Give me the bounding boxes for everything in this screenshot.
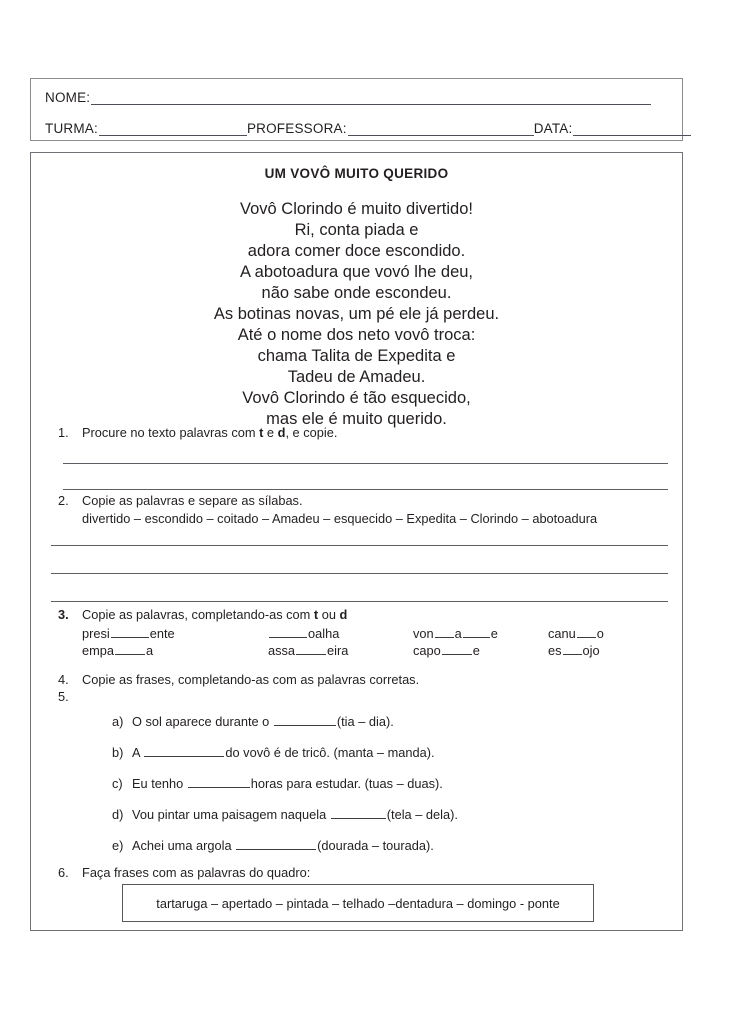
- exercise-2: [31, 493, 682, 527]
- turma-professora-data-row: [31, 116, 696, 136]
- exercise-1-answer-line[interactable]: [63, 463, 668, 464]
- section-divider: [51, 601, 668, 602]
- sentence-item-d: [31, 807, 682, 823]
- nome-row: [31, 85, 696, 105]
- sentence-c-text: Eu tenho horas para estudar. (tuas – duas).: [132, 776, 443, 791]
- professora-label: PROFESSORA:: [246, 121, 347, 136]
- exercise-2-answer-line[interactable]: [51, 573, 668, 574]
- item-letter-c: c): [112, 776, 123, 791]
- item-letter-b: b): [112, 745, 124, 760]
- poem-line: adora comer doce escondido.: [247, 242, 466, 260]
- fill-blank[interactable]: [188, 776, 250, 788]
- fill-blank[interactable]: [435, 626, 454, 638]
- q3-part-b: ou: [318, 607, 340, 622]
- poem-line: Ri, conta piada e: [294, 221, 419, 239]
- exercise-6-prompt: [31, 865, 682, 881]
- exercise-1-text: [82, 425, 682, 441]
- sentence-item-b: [31, 745, 682, 761]
- q1-part-b: e: [263, 425, 278, 440]
- exercise-4-prompt: [31, 672, 682, 688]
- word-estojo[interactable]: es ojo: [548, 643, 600, 658]
- fill-blank[interactable]: [236, 838, 316, 850]
- exercise-3-number: 3.: [58, 607, 69, 622]
- data-label: DATA:: [533, 121, 573, 136]
- exercise-4-number: 4.: [58, 672, 69, 687]
- fill-blank[interactable]: [577, 626, 596, 638]
- poem-line: Vovô Clorindo é muito divertido!: [240, 200, 473, 218]
- item-letter-d: d): [112, 807, 124, 822]
- q3-bold-d: d: [339, 607, 348, 622]
- fill-blank[interactable]: [442, 643, 472, 655]
- poem-line: Até o nome dos neto vovô troca:: [237, 326, 476, 344]
- nome-label: NOME:: [45, 90, 91, 105]
- fill-blank[interactable]: [144, 745, 224, 757]
- fill-blank[interactable]: [274, 714, 336, 726]
- exercise-2-answer-line[interactable]: [51, 545, 668, 546]
- q3-part-a: Copie as palavras, completando-as com: [82, 607, 314, 622]
- exercise-1-prompt: [31, 425, 682, 441]
- worksheet-body-box: [30, 152, 683, 931]
- exercise-2-prompt: [31, 493, 682, 509]
- exercise-3-prompt: [31, 607, 682, 623]
- q1-bold-t: t: [259, 425, 264, 440]
- exercise-3: [31, 607, 682, 623]
- word-canudo[interactable]: canu o: [548, 626, 604, 641]
- poem-line: Tadeu de Amadeu.: [287, 368, 426, 386]
- sentence-item-e: [31, 838, 682, 854]
- word-grid-row: [82, 625, 642, 642]
- sentence-e-text: Achei uma argola (dourada – tourada).: [132, 838, 434, 853]
- poem-line: não sabe onde escondeu.: [261, 284, 452, 302]
- exercise-1: [31, 425, 682, 441]
- exercise-4: [31, 672, 682, 688]
- fill-blank[interactable]: [269, 626, 307, 638]
- turma-input-line[interactable]: [99, 122, 247, 136]
- nome-input-line[interactable]: [91, 91, 651, 105]
- sentence-d-text: Vou pintar uma paisagem naquela (tela – dela).: [132, 807, 458, 822]
- exercise-6-number: 6.: [58, 865, 69, 880]
- fill-blank[interactable]: [115, 643, 145, 655]
- exercise-2-word-list: divertido – escondido – coitado – Amadeu – esquecido – Expedita – Clorindo – abotoadura: [82, 511, 598, 526]
- poem-line: A abotoadura que vovó lhe deu,: [239, 263, 474, 281]
- sentence-item-a: [31, 714, 682, 730]
- q1-bold-d: d: [277, 425, 286, 440]
- exercise-5-number: 5.: [58, 689, 69, 704]
- turma-label: TURMA:: [45, 121, 98, 136]
- exercise-2-text: Copie as palavras e separe as sílabas.: [82, 493, 303, 508]
- word-bank-box: [122, 884, 594, 922]
- sentence-b-text: A do vovô é de tricô. (manta – manda).: [132, 745, 435, 760]
- poem-block: [31, 166, 682, 430]
- word-empada[interactable]: empa a: [82, 643, 154, 658]
- word-presidente[interactable]: presi ente: [82, 626, 175, 641]
- exercise-6-text: Faça frases com as palavras do quadro:: [82, 865, 311, 880]
- fill-blank[interactable]: [296, 643, 326, 655]
- student-identification-box: [30, 78, 683, 141]
- data-input-line[interactable]: [573, 122, 691, 136]
- item-letter-a: a): [112, 714, 124, 729]
- sentence-item-c: [31, 776, 682, 792]
- fill-blank[interactable]: [331, 807, 386, 819]
- fill-blank[interactable]: [463, 626, 490, 638]
- word-bank-text: tartaruga – apertado – pintada – telhado –dentadura – domingo - ponte: [156, 895, 560, 911]
- professora-input-line[interactable]: [348, 122, 534, 136]
- word-assadeira[interactable]: assa eira: [268, 643, 349, 658]
- poem-lines: [31, 199, 682, 430]
- poem-line: As botinas novas, um pé ele já perdeu.: [213, 305, 500, 323]
- item-letter-e: e): [112, 838, 124, 853]
- exercise-5-prompt: [31, 689, 682, 705]
- q1-part-a: Procure no texto palavras com: [82, 425, 260, 440]
- word-vontade[interactable]: von a e: [413, 626, 498, 641]
- exercise-1-number: 1.: [58, 425, 69, 440]
- poem-title: UM VOVÔ MUITO QUERIDO: [264, 166, 449, 181]
- poem-line: mas ele é muito querido.: [266, 410, 447, 428]
- exercise-5: [31, 689, 682, 705]
- fill-blank[interactable]: [563, 643, 582, 655]
- exercise-3-text: [82, 607, 682, 623]
- q3-bold-t: t: [313, 607, 319, 622]
- exercise-6: [31, 865, 682, 881]
- exercise-2-number: 2.: [58, 493, 69, 508]
- sentence-a-text: O sol aparece durante o (tia – dia).: [132, 714, 394, 729]
- poem-line: chama Talita de Expedita e: [257, 347, 456, 365]
- fill-blank[interactable]: [111, 626, 149, 638]
- word-capote[interactable]: capo e: [413, 643, 480, 658]
- exercise-4-text: Copie as frases, completando-as com as palavras corretas.: [82, 672, 420, 687]
- word-toalha[interactable]: oalha: [268, 625, 413, 642]
- poem-line: Vovô Clorindo é tão esquecido,: [242, 389, 471, 407]
- word-grid-row: [82, 642, 642, 659]
- exercise-1-answer-line[interactable]: [63, 489, 668, 490]
- exercise-5-text: [82, 689, 682, 705]
- exercise-3-word-grid: [82, 625, 642, 659]
- q1-part-c: , e copie.: [285, 425, 338, 440]
